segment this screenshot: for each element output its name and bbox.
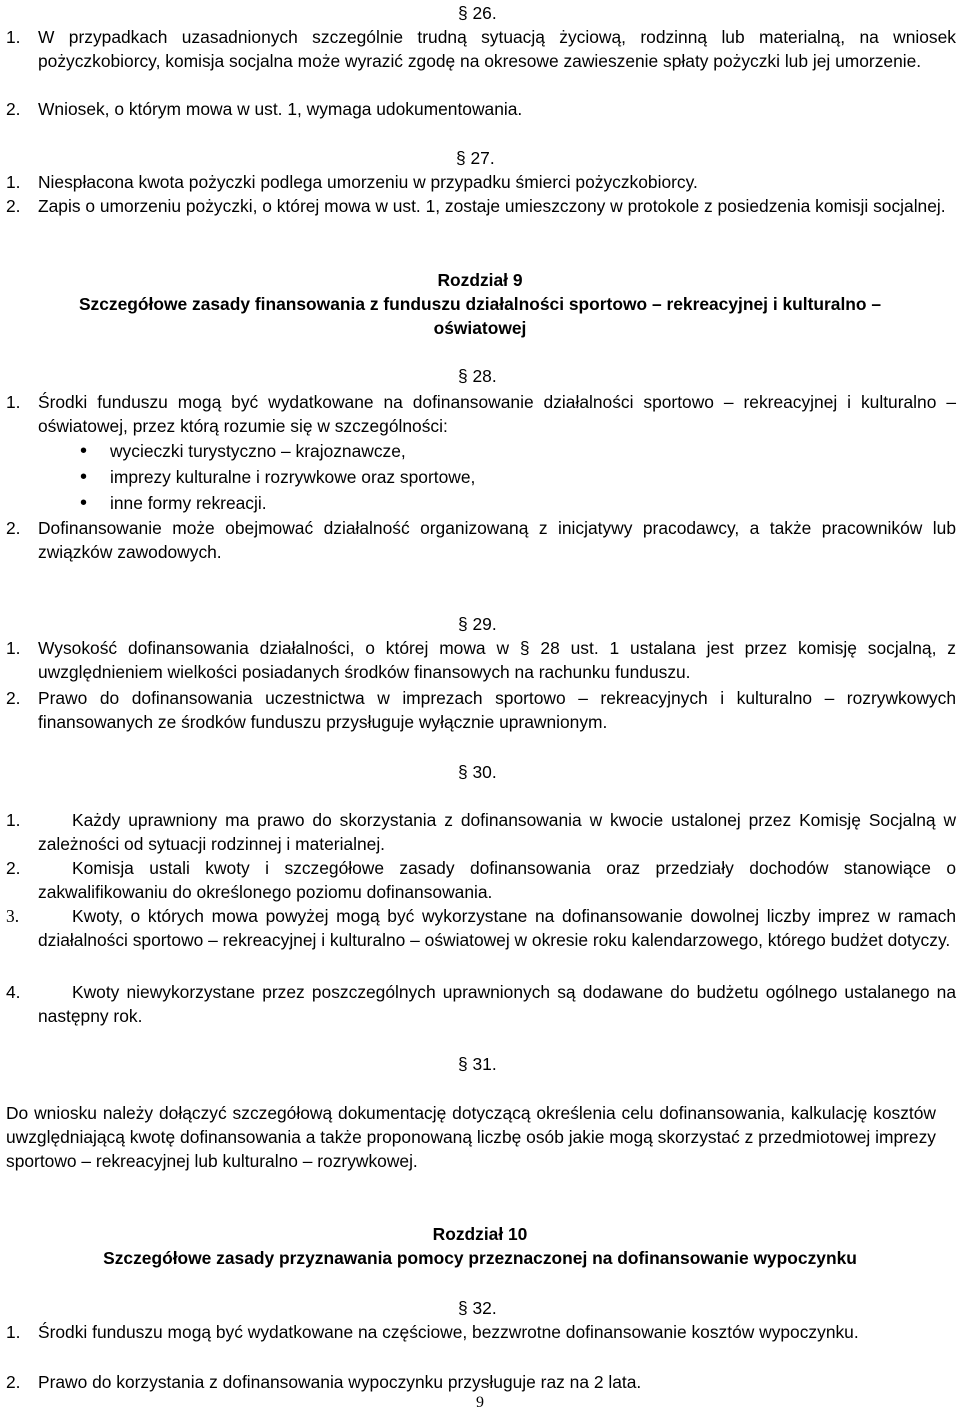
page-number: 9 xyxy=(476,1394,484,1411)
paragraph-number: 4. xyxy=(6,982,21,1002)
paragraph-26-1 xyxy=(6,25,956,73)
chapter-10-subtitle: Szczegółowe zasady przyznawania pomocy przeznaczonej na dofinansowanie wypoczynku xyxy=(103,1248,857,1268)
section-heading-28: § 28. xyxy=(458,366,497,386)
paragraph-text: Wniosek, o którym mowa w ust. 1, wymaga udokumentowania. xyxy=(38,99,523,119)
paragraph-30-2 xyxy=(6,856,956,904)
paragraph-number: 2. xyxy=(6,688,21,708)
paragraph-28-1 xyxy=(6,390,956,438)
section-heading-27: § 27. xyxy=(456,148,495,168)
chapter-9-title: Rozdział 9 xyxy=(437,270,523,290)
list-item: • inne formy rekreacji. xyxy=(6,491,946,517)
paragraph-number: 1. xyxy=(6,27,21,47)
paragraph-30-3 xyxy=(6,904,956,952)
paragraph-text: Środki funduszu mogą być wydatkowane na częściowe, bezzwrotne dofinansowanie kosztów wypoczynku. xyxy=(38,1322,859,1342)
section-heading-29: § 29. xyxy=(458,614,497,634)
paragraph-number: 1. xyxy=(6,172,21,192)
paragraph-text: Każdy uprawniony ma prawo do skorzystania z dofinansowania w kwocie ustalonej przez Komisję Socjalną w zależności od sytuacji rodzinnej i materialnej. xyxy=(38,810,956,854)
paragraph-27-2 xyxy=(6,194,956,218)
list-item: • wycieczki turystyczno – krajoznawcze, xyxy=(6,439,946,465)
paragraph-30-1 xyxy=(6,808,956,856)
section-heading-32: § 32. xyxy=(458,1298,497,1318)
paragraph-text: Prawo do korzystania z dofinansowania wypoczynku przysługuje raz na 2 lata. xyxy=(38,1372,642,1392)
paragraph-text: Prawo do dofinansowania uczestnictwa w imprezach sportowo – rekreacyjnych i kulturalno – rozrywkowych finansowanych ze środków funduszu przysługuje wyłącznie uprawnionym. xyxy=(38,688,956,732)
paragraph-32-1 xyxy=(6,1320,956,1344)
paragraph-text: Środki funduszu mogą być wydatkowane na dofinansowanie działalności sportowo – rekreacyjnej i kulturalno – oświatowej, przez którą rozumie się w szczególności: xyxy=(38,392,956,436)
section-heading-30: § 30. xyxy=(458,762,497,782)
paragraph-number: 1. xyxy=(6,1322,21,1342)
paragraph-text: Dofinansowanie może obejmować działalność organizowaną z inicjatywy pracodawcy, a także pracowników lub związków zawodowych. xyxy=(38,518,956,562)
paragraph-text: Wysokość dofinansowania działalności, o której mowa w § 28 ust. 1 ustalana jest przez komisję socjalną, z uwzględnieniem wielkości posiadanych środków finansowych na rachunku funduszu. xyxy=(38,638,956,682)
paragraph-text: Zapis o umorzeniu pożyczki, o której mowa w ust. 1, zostaje umieszczony w protokole z posiedzenia komisji socjalnej. xyxy=(38,196,946,216)
paragraph-26-2 xyxy=(6,97,956,121)
paragraph-number: 2. xyxy=(6,196,21,216)
paragraph-number: 1. xyxy=(6,638,21,658)
chapter-9-subtitle: Szczegółowe zasady finansowania z funduszu działalności sportowo – rekreacyjnej i kulturalno – oświatowej xyxy=(78,294,882,338)
section-heading-31: § 31. xyxy=(458,1054,497,1074)
paragraph-number: 2. xyxy=(6,858,21,878)
paragraph-31: Do wniosku należy dołączyć szczegółową dokumentację dotyczącą określenia celu dofinansowania, kalkulację kosztów uwzględniającą kwotę dofinansowania a także proponowaną liczbę osób jakie mogą skorzystać z przedmiotowej imprezy sportowo – rekreacyjnej lub kulturalno – rozrywkowej. xyxy=(6,1103,936,1171)
paragraph-29-2 xyxy=(6,686,956,734)
paragraph-28-2 xyxy=(6,516,956,564)
paragraph-text: W przypadkach uzasadnionych szczególnie trudną sytuacją życiową, rodzinną lub materialną, na wniosek pożyczkobiorcy, komisja socjalna może wyrazić zgodę na okresowe zawieszenie spłaty pożyczki lub jej umorzenie. xyxy=(38,27,956,71)
paragraph-number: 2. xyxy=(6,99,21,119)
paragraph-number: 3. xyxy=(6,906,20,926)
paragraph-30-4 xyxy=(6,980,956,1028)
paragraph-number: 2. xyxy=(6,1372,21,1392)
paragraph-text: Kwoty, o których mowa powyżej mogą być wykorzystane na dofinansowanie dowolnej liczby imprez w ramach działalności sportowo – rekreacyjnej i kulturalno – oświatowej w okresie roku kalendarzowego, którego budżet dotyczy. xyxy=(38,906,956,950)
paragraph-text: Kwoty niewykorzystane przez poszczególnych uprawnionych są dodawane do budżetu ogólnego ustalanego na następny rok. xyxy=(38,982,956,1026)
paragraph-number: 1. xyxy=(6,392,21,412)
activity-list xyxy=(6,439,946,517)
list-item: • imprezy kulturalne i rozrywkowe oraz sportowe, xyxy=(6,465,946,491)
paragraph-text: Komisja ustali kwoty i szczegółowe zasady dofinansowania oraz przedziały dochodów stanowiące o zakwalifikowaniu do określonego poziomu dofinansowania. xyxy=(38,858,956,902)
paragraph-number: 1. xyxy=(6,810,21,830)
section-heading-26: § 26. xyxy=(458,3,497,23)
chapter-10-title: Rozdział 10 xyxy=(432,1224,528,1244)
paragraph-number: 2. xyxy=(6,518,21,538)
paragraph-29-1 xyxy=(6,636,956,684)
paragraph-text: Niespłacona kwota pożyczki podlega umorzeniu w przypadku śmierci pożyczkobiorcy. xyxy=(38,172,698,192)
paragraph-27-1 xyxy=(6,170,956,194)
